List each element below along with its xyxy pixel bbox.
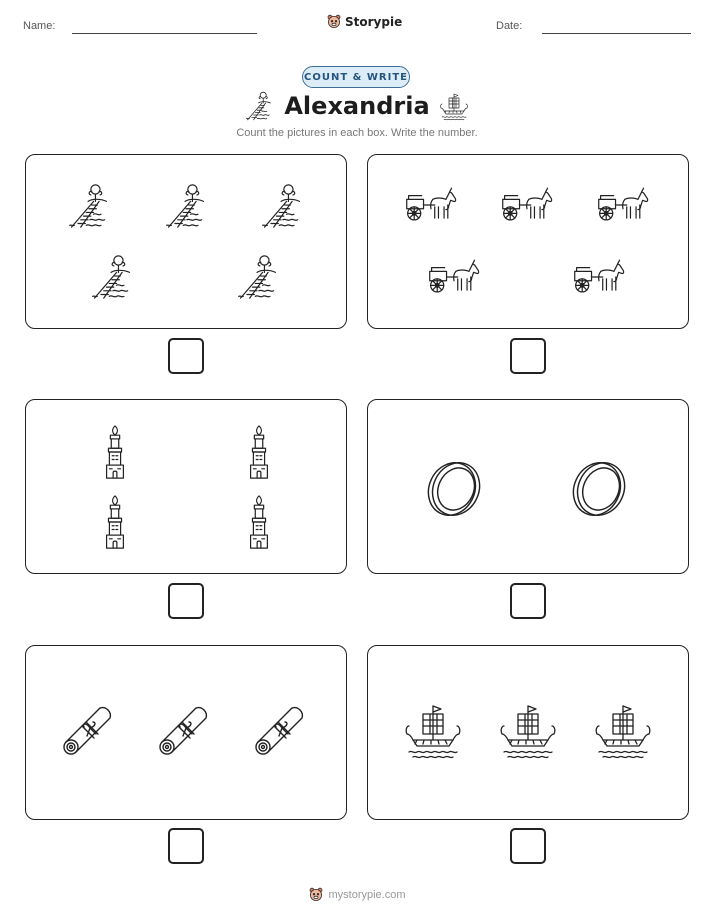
- causeway-icon: [163, 180, 209, 232]
- name-field[interactable]: [72, 33, 257, 34]
- count-box-2: [367, 154, 689, 329]
- horse-cart-icon: [571, 258, 627, 296]
- lighthouse-icon: [245, 424, 273, 480]
- brand-name: Storypie: [345, 15, 403, 29]
- coin-icon: [568, 458, 630, 520]
- coin-icon: [423, 458, 485, 520]
- lighthouse-icon: [101, 494, 129, 550]
- answer-box-4[interactable]: [510, 583, 546, 619]
- answer-box-1[interactable]: [168, 338, 204, 374]
- scroll-icon: [60, 702, 120, 762]
- instructions: Count the pictures in each box. Write the number.: [236, 127, 478, 139]
- page-title: Alexandria: [284, 92, 430, 120]
- causeway-icon: [66, 180, 112, 232]
- horse-cart-icon: [426, 258, 482, 296]
- horse-cart-icon: [403, 186, 459, 224]
- causeway-icon: [235, 251, 281, 303]
- horse-cart-icon: [499, 186, 555, 224]
- ship-icon: [403, 702, 463, 762]
- mascot-icon: [308, 887, 324, 903]
- answer-box-5[interactable]: [168, 828, 204, 864]
- mascot-icon: [326, 14, 342, 30]
- name-label: Name:: [23, 20, 56, 32]
- date-label: Date:: [496, 20, 523, 32]
- lighthouse-icon: [101, 424, 129, 480]
- answer-box-2[interactable]: [510, 338, 546, 374]
- answer-box-6[interactable]: [510, 828, 546, 864]
- footer: [0, 887, 714, 903]
- horse-cart-icon: [595, 186, 651, 224]
- scroll-icon: [252, 702, 312, 762]
- causeway-icon: [259, 180, 305, 232]
- causeway-icon: [89, 251, 135, 303]
- lighthouse-icon: [245, 494, 273, 550]
- date-field[interactable]: [542, 33, 691, 34]
- scroll-icon: [156, 702, 216, 762]
- answer-box-3[interactable]: [168, 583, 204, 619]
- activity-badge: COUNT & WRITE: [302, 66, 410, 88]
- count-box-4: [367, 399, 689, 574]
- count-box-3: [25, 399, 347, 574]
- brand-logo: [326, 14, 402, 30]
- ship-icon: [498, 702, 558, 762]
- ship-icon: [439, 92, 469, 122]
- footer-site: mystorypie.com: [328, 889, 406, 901]
- ship-icon: [593, 702, 653, 762]
